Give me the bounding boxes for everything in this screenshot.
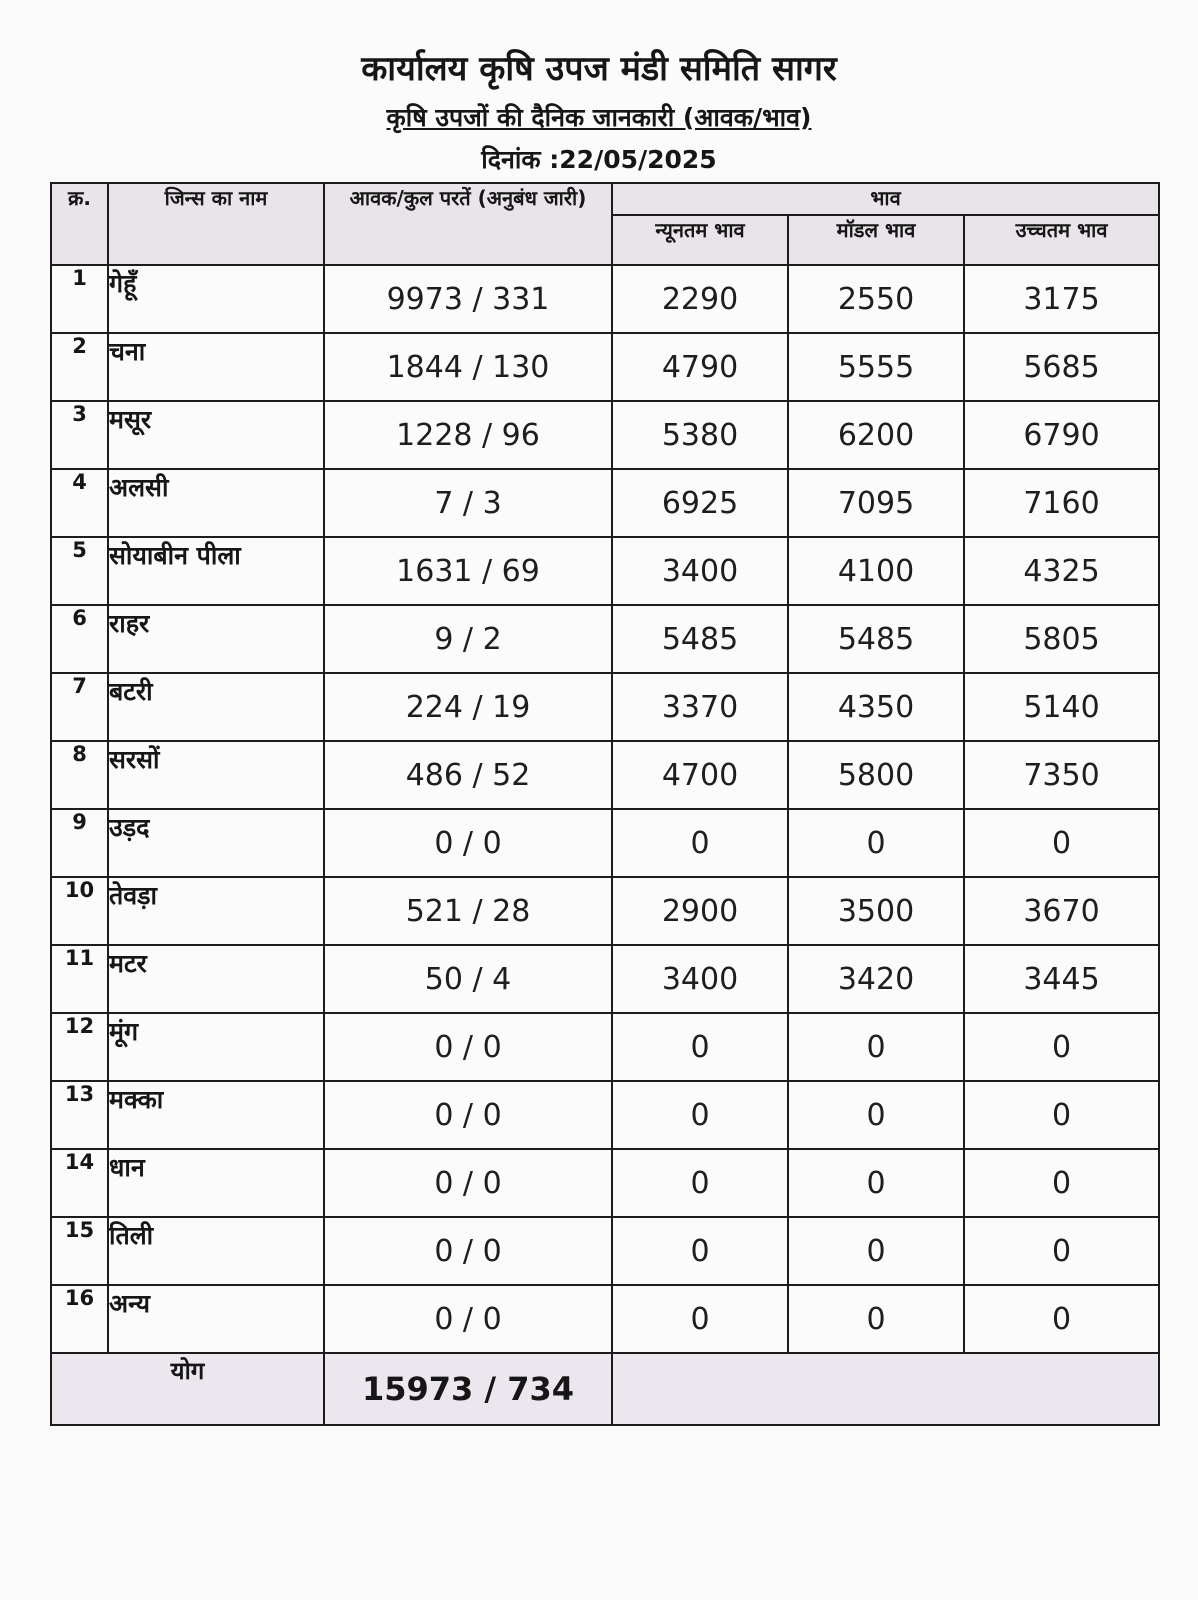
row-max-rate: 0 (964, 1149, 1159, 1217)
col-header-commodity: जिन्स का नाम (108, 183, 324, 265)
commodity-rates-table (50, 182, 1160, 1426)
row-max-rate: 4325 (964, 537, 1159, 605)
table-row (51, 673, 1159, 741)
row-serial: 16 (51, 1285, 108, 1353)
row-commodity-name: अन्य (108, 1285, 324, 1353)
row-commodity-name: बटरी (108, 673, 324, 741)
row-arrival: 0 / 0 (324, 1013, 612, 1081)
row-min-rate: 0 (612, 1285, 788, 1353)
row-commodity-name: तेवड़ा (108, 877, 324, 945)
row-arrival: 486 / 52 (324, 741, 612, 809)
total-rate-blank (612, 1353, 1159, 1425)
col-header-modal-rate: मॉडल भाव (788, 215, 964, 265)
row-max-rate: 3445 (964, 945, 1159, 1013)
row-commodity-name: सरसों (108, 741, 324, 809)
row-max-rate: 0 (964, 1217, 1159, 1285)
row-modal-rate: 7095 (788, 469, 964, 537)
row-modal-rate: 2550 (788, 265, 964, 333)
table-row (51, 1149, 1159, 1217)
table-row (51, 1013, 1159, 1081)
row-min-rate: 4700 (612, 741, 788, 809)
row-serial: 9 (51, 809, 108, 877)
office-title: कार्यालय कृषि उपज मंडी समिति सागर (361, 49, 837, 89)
row-min-rate: 2900 (612, 877, 788, 945)
row-commodity-name: मटर (108, 945, 324, 1013)
row-serial: 6 (51, 605, 108, 673)
row-min-rate: 5485 (612, 605, 788, 673)
row-serial: 1 (51, 265, 108, 333)
row-arrival: 9 / 2 (324, 605, 612, 673)
row-min-rate: 3370 (612, 673, 788, 741)
row-modal-rate: 0 (788, 809, 964, 877)
row-max-rate: 6790 (964, 401, 1159, 469)
table-row (51, 741, 1159, 809)
row-arrival: 0 / 0 (324, 1149, 612, 1217)
row-commodity-name: गेहूँ (108, 265, 324, 333)
row-max-rate: 3175 (964, 265, 1159, 333)
row-max-rate: 3670 (964, 877, 1159, 945)
row-modal-rate: 0 (788, 1285, 964, 1353)
col-header-min-rate: न्यूनतम भाव (612, 215, 788, 265)
row-min-rate: 0 (612, 1217, 788, 1285)
row-modal-rate: 0 (788, 1149, 964, 1217)
row-serial: 4 (51, 469, 108, 537)
row-min-rate: 0 (612, 1149, 788, 1217)
row-min-rate: 6925 (612, 469, 788, 537)
row-max-rate: 5685 (964, 333, 1159, 401)
row-modal-rate: 5555 (788, 333, 964, 401)
row-commodity-name: मसूर (108, 401, 324, 469)
row-max-rate: 7160 (964, 469, 1159, 537)
row-modal-rate: 4350 (788, 673, 964, 741)
row-arrival: 9973 / 331 (324, 265, 612, 333)
table-row (51, 1285, 1159, 1353)
row-arrival: 1844 / 130 (324, 333, 612, 401)
table-row (51, 1217, 1159, 1285)
row-arrival: 7 / 3 (324, 469, 612, 537)
table-body (51, 265, 1159, 1353)
table-row (51, 333, 1159, 401)
table-row (51, 809, 1159, 877)
row-serial: 11 (51, 945, 108, 1013)
total-arrival: 15973 / 734 (324, 1353, 612, 1425)
row-arrival: 521 / 28 (324, 877, 612, 945)
row-max-rate: 0 (964, 1285, 1159, 1353)
row-modal-rate: 3500 (788, 877, 964, 945)
row-modal-rate: 5800 (788, 741, 964, 809)
row-modal-rate: 5485 (788, 605, 964, 673)
table-row (51, 605, 1159, 673)
table-row (51, 401, 1159, 469)
table-row (51, 537, 1159, 605)
row-modal-rate: 0 (788, 1217, 964, 1285)
row-arrival: 50 / 4 (324, 945, 612, 1013)
row-min-rate: 0 (612, 809, 788, 877)
row-commodity-name: मूंग (108, 1013, 324, 1081)
row-modal-rate: 4100 (788, 537, 964, 605)
row-min-rate: 4790 (612, 333, 788, 401)
row-serial: 5 (51, 537, 108, 605)
table-row (51, 469, 1159, 537)
row-commodity-name: राहर (108, 605, 324, 673)
table-row (51, 265, 1159, 333)
row-commodity-name: मक्का (108, 1081, 324, 1149)
table-row (51, 945, 1159, 1013)
row-arrival: 0 / 0 (324, 1285, 612, 1353)
row-max-rate: 0 (964, 1081, 1159, 1149)
row-max-rate: 7350 (964, 741, 1159, 809)
row-max-rate: 0 (964, 1013, 1159, 1081)
row-min-rate: 0 (612, 1013, 788, 1081)
row-max-rate: 5140 (964, 673, 1159, 741)
row-max-rate: 0 (964, 809, 1159, 877)
row-arrival: 224 / 19 (324, 673, 612, 741)
row-serial: 8 (51, 741, 108, 809)
row-min-rate: 2290 (612, 265, 788, 333)
row-arrival: 1228 / 96 (324, 401, 612, 469)
report-date: दिनांक :22/05/2025 (481, 145, 717, 174)
col-header-arrival: आवक/कुल परतें (अनुबंध जारी) (324, 183, 612, 265)
row-serial: 3 (51, 401, 108, 469)
row-serial: 2 (51, 333, 108, 401)
table-row (51, 877, 1159, 945)
row-serial: 10 (51, 877, 108, 945)
row-modal-rate: 0 (788, 1013, 964, 1081)
row-serial: 13 (51, 1081, 108, 1149)
report-subtitle: कृषि उपजों की दैनिक जानकारी (आवक/भाव) (386, 103, 812, 132)
row-serial: 15 (51, 1217, 108, 1285)
row-arrival: 0 / 0 (324, 1081, 612, 1149)
row-commodity-name: अलसी (108, 469, 324, 537)
row-arrival: 0 / 0 (324, 1217, 612, 1285)
table-row (51, 1081, 1159, 1149)
row-arrival: 0 / 0 (324, 809, 612, 877)
row-min-rate: 5380 (612, 401, 788, 469)
row-modal-rate: 0 (788, 1081, 964, 1149)
row-max-rate: 5805 (964, 605, 1159, 673)
row-min-rate: 3400 (612, 945, 788, 1013)
total-label: योग (51, 1353, 324, 1425)
row-arrival: 1631 / 69 (324, 537, 612, 605)
row-min-rate: 0 (612, 1081, 788, 1149)
row-serial: 14 (51, 1149, 108, 1217)
row-commodity-name: उड़द (108, 809, 324, 877)
col-header-rate-group: भाव (612, 183, 1159, 215)
row-commodity-name: चना (108, 333, 324, 401)
row-serial: 7 (51, 673, 108, 741)
col-header-max-rate: उच्चतम भाव (964, 215, 1159, 265)
row-commodity-name: धान (108, 1149, 324, 1217)
row-commodity-name: सोयाबीन पीला (108, 537, 324, 605)
row-min-rate: 3400 (612, 537, 788, 605)
row-serial: 12 (51, 1013, 108, 1081)
row-modal-rate: 3420 (788, 945, 964, 1013)
total-row (51, 1353, 1159, 1425)
row-modal-rate: 6200 (788, 401, 964, 469)
col-header-serial: क्र. (51, 183, 108, 265)
row-commodity-name: तिली (108, 1217, 324, 1285)
